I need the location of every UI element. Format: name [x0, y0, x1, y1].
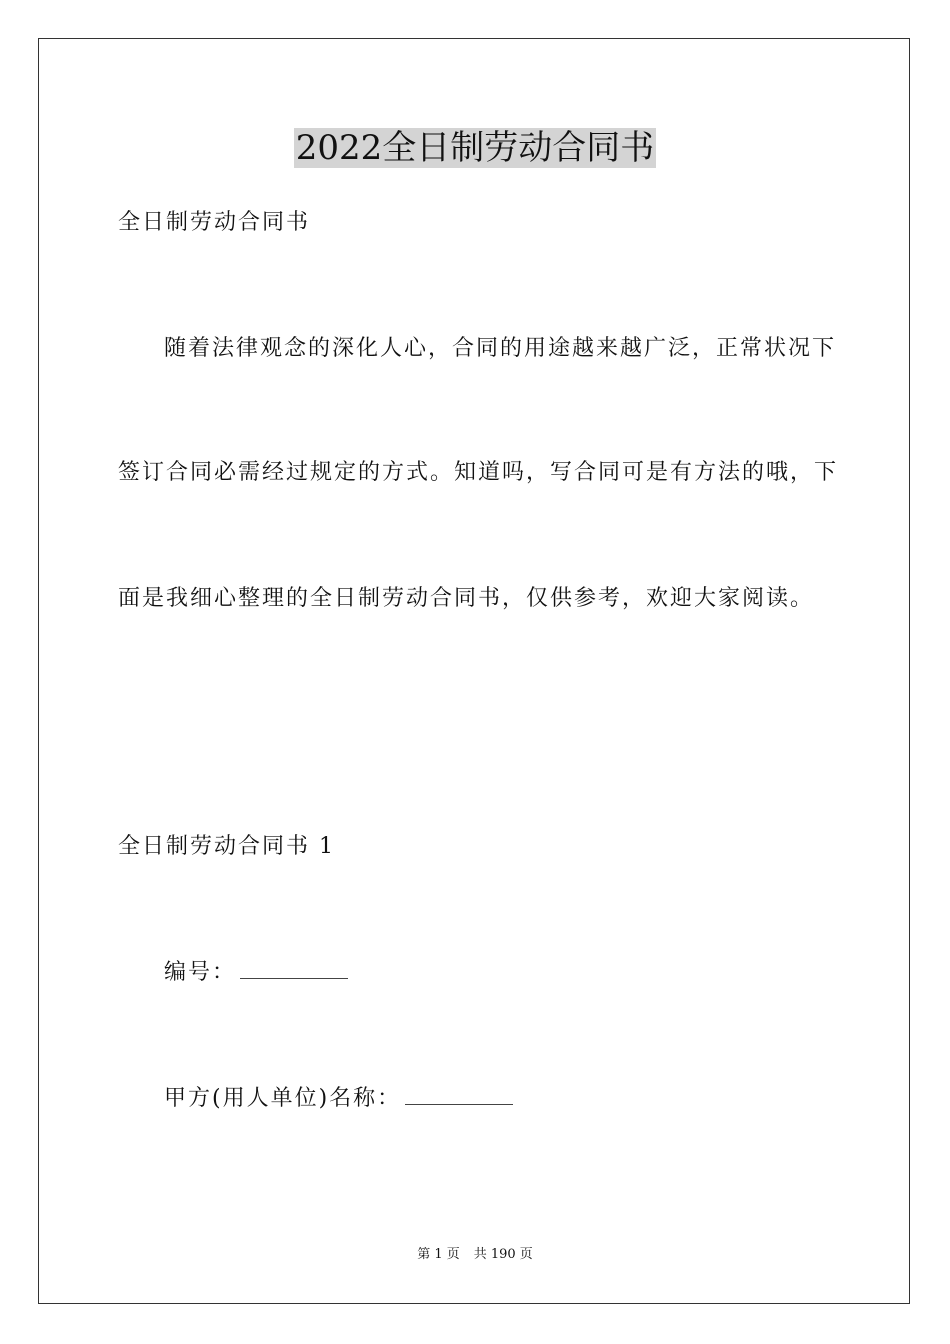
intro-line-2: 签订合同必需经过规定的方式。知道吗，写合同可是有方法的哦，下	[118, 460, 839, 485]
document-title-text: 2022全日制劳动合同书	[295, 128, 655, 168]
number-field-blank	[240, 956, 348, 979]
party-a-field-label: 甲方(用人单位)名称：	[164, 1086, 402, 1111]
document-title	[0, 126, 950, 170]
number-field	[164, 956, 348, 988]
party-a-field	[164, 1082, 513, 1114]
party-a-field-blank	[405, 1082, 513, 1105]
page-number-total: 共 190 页	[473, 1247, 533, 1262]
page-number-current: 第 1 页	[417, 1247, 460, 1262]
section-heading: 全日制劳动合同书 1	[118, 834, 335, 859]
intro-line-1: 随着法律观念的深化人心，合同的用途越来越广泛，正常状况下	[164, 336, 837, 361]
document-subtitle: 全日制劳动合同书	[118, 210, 311, 235]
number-field-label: 编号：	[164, 960, 237, 985]
page-footer	[0, 1246, 950, 1264]
intro-line-3: 面是我细心整理的全日制劳动合同书，仅供参考，欢迎大家阅读。	[118, 586, 815, 611]
